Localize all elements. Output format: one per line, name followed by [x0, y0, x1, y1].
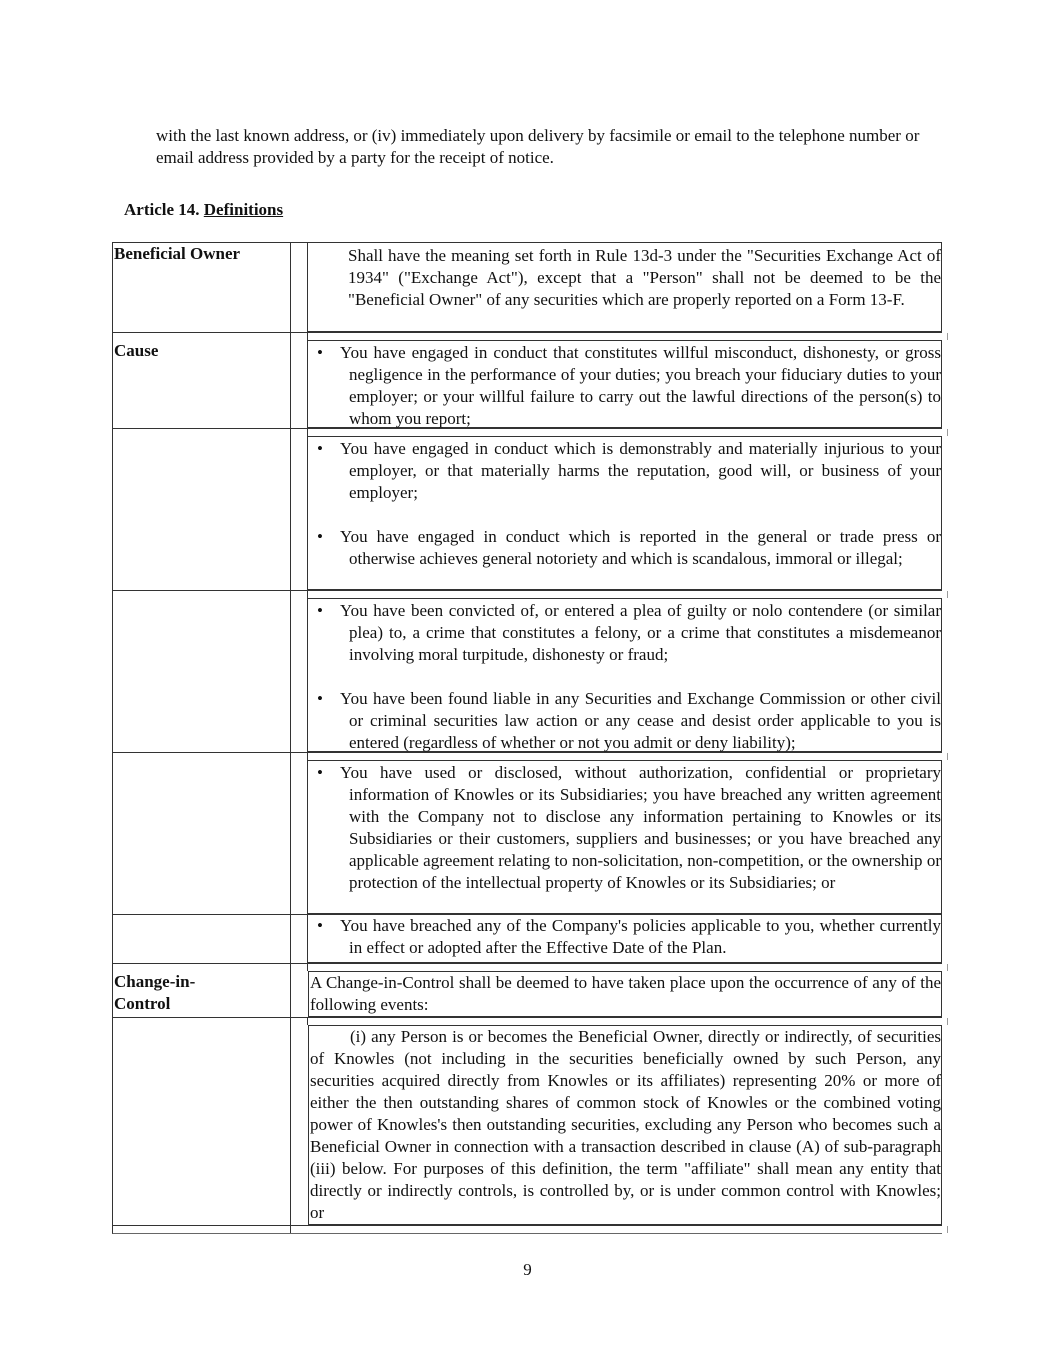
definition-beneficial-owner: Shall have the meaning set forth in Rule 13d-3 under the "Securities Exchange Act of 1934" ("Exchange Act"), except that a "Person" shall not be deemed to be the "Beneficial Owner" of any securities which are properly reported on a Form 13-F.: [308, 243, 942, 332]
table-row-cause-cont: [112, 598, 942, 752]
bullet-icon: •: [317, 916, 323, 935]
list-item: • You have used or disclosed, without authorization, confidential or proprietary information of Knowles or its Subsidiaries; you have breached any written agreement with the Company not to disclose any information pertaining to Knowles or its Subsidiaries or their customers, suppliers and businesses; or you have breached any applicable agreement relating to non-solicitation, non-competition, or the ownership or protection of the intellectual property of Knowles or its Subsidiaries; or: [317, 763, 941, 892]
table-row-cause-cont: [112, 914, 942, 963]
table-row-beneficial-owner: [112, 242, 942, 332]
table-row-cause-cont: [112, 436, 942, 590]
list-item: • You have been convicted of, or entered a plea of guilty or nolo contendere (or similar plea) to, a crime that constitutes a felony, or a crime that constitutes a misdemeanor involving moral turpitude, dishonesty or fraud;: [317, 601, 941, 664]
table-row-change-in-control: [112, 971, 942, 1017]
bullet-icon: •: [317, 689, 323, 708]
list-item: • You have been found liable in any Securities and Exchange Commission or other civil or criminal securities law action or any cease and desist order applicable to you is entered (regardless of whether or not you admit or deny liability);: [317, 689, 941, 752]
definition-cause-1: [308, 340, 942, 428]
bullet-icon: •: [317, 343, 323, 362]
bullet-icon: •: [317, 439, 323, 458]
definition-cause-3: [308, 598, 942, 752]
definition-cause-4: [308, 760, 942, 914]
definition-cause-5: [308, 915, 942, 963]
table-row-cause-cont: [112, 760, 942, 914]
table-row-change-in-control-cont: [112, 1025, 942, 1225]
bullet-icon: •: [317, 527, 323, 546]
list-item: • You have breached any of the Company's policies applicable to you, whether currently in effect or adopted after the Effective Date of the Plan.: [317, 916, 941, 957]
term-change-in-control: Change-in- Control: [113, 971, 291, 1017]
table-row-cause: [112, 340, 942, 428]
list-item: • You have engaged in conduct that constitutes willful misconduct, dishonesty, or gross negligence in the performance of your duties; you breach your fiduciary duties to your employer; or your willful failure to carry out the lawful directions of the person(s) to whom you report;: [317, 343, 941, 428]
bullet-icon: •: [317, 763, 323, 782]
bullet-icon: •: [317, 601, 323, 620]
term-beneficial-owner: Beneficial Owner: [113, 243, 291, 332]
article-prefix: Article 14.: [124, 200, 204, 219]
definitions-table: [112, 242, 942, 1234]
definition-cause-2: [308, 436, 942, 590]
definition-change-in-control-clause-i: (i) any Person is or becomes the Beneficial Owner, directly or indirectly, of securities of Knowles (not including in the securities beneficially owned by such Person, any securities acquired directly from Knowles or its affiliates) representing 20% or more of either the then outstanding shares of common stock of Knowles or the combined voting power of Knowles's then outstanding securities, excluding any Person who becomes such a Beneficial Owner in connection with a transaction described in clause (A) of sub-paragraph (iii) below. For purposes of this definition, the term "affiliate" shall mean any entity that directly or indirectly controls, is controlled by, or is under common control with Knowles; or: [308, 1025, 942, 1225]
article-title: Definitions: [203, 200, 284, 219]
page-number: 9: [523, 1260, 532, 1279]
definition-change-in-control: A Change-in-Control shall be deemed to have taken place upon the occurrence of any of the following events:: [308, 971, 942, 1017]
term-cause: Cause: [113, 340, 291, 428]
list-item: • You have engaged in conduct which is reported in the general or trade press or otherwise achieves general notoriety and which is scandalous, immoral or illegal;: [317, 527, 941, 568]
article-heading: [124, 199, 283, 221]
intro-paragraph: with the last known address, or (iv) immediately upon delivery by facsimile or email to the telephone number or email address provided by a party for the receipt of notice.: [156, 126, 920, 167]
list-item: • You have engaged in conduct which is demonstrably and materially injurious to your employer, or that materially harms the reputation, good will, or business of your employer;: [317, 439, 941, 502]
